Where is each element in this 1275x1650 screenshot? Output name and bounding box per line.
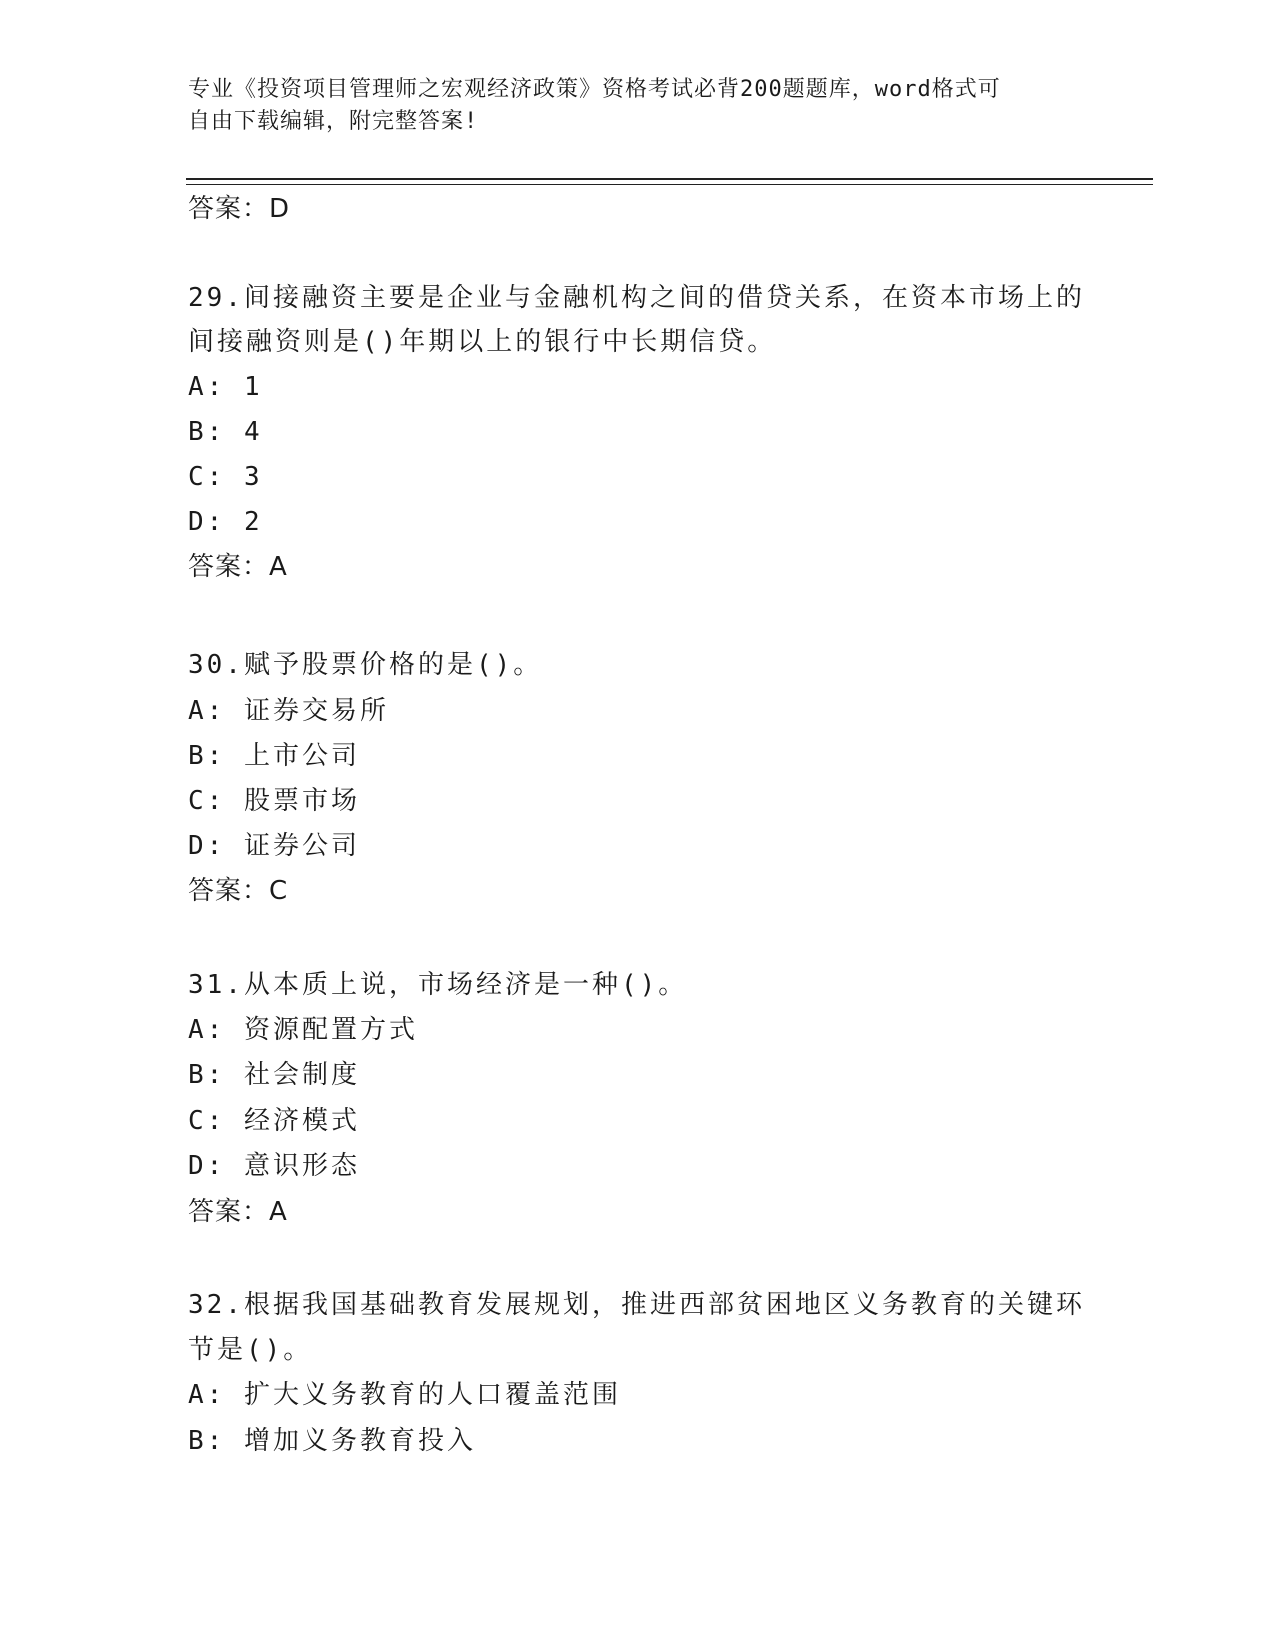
question-30-option-a: A: 证券交易所 (188, 696, 389, 726)
question-32-option-a: A: 扩大义务教育的人口覆盖范围 (188, 1380, 621, 1410)
question-30-option-b: B: 上市公司 (188, 741, 360, 771)
question-31-stem-line-1: 31.从本质上说，市场经济是一种()。 (188, 970, 688, 1000)
question-31-answer: 答案：A (188, 1197, 288, 1227)
header-line-2: 自由下载编辑，附完整答案! (188, 109, 479, 134)
question-29-option-d: D: 2 (188, 507, 263, 537)
question-29-option-a: A: 1 (188, 372, 263, 402)
question-32-stem-line-1: 32.根据我国基础教育发展规划，推进西部贫困地区义务教育的关键环 (188, 1290, 1085, 1320)
question-29-option-c: C: 3 (188, 462, 263, 492)
document-header (188, 74, 1088, 138)
question-31-option-c: C: 经济模式 (188, 1106, 360, 1136)
question-29-answer: 答案：A (188, 552, 288, 582)
header-divider-thick (186, 178, 1153, 180)
header-line-1: 专业《投资项目管理师之宏观经济政策》资格考试必背200题题库，word格式可 (188, 77, 1001, 102)
question-30-option-d: D: 证券公司 (188, 831, 360, 861)
answer-prev: 答案：D (188, 194, 291, 224)
question-30-stem-line-1: 30.赋予股票价格的是()。 (188, 650, 543, 680)
question-29-stem-line-2: 间接融资则是()年期以上的银行中长期信贷。 (188, 327, 777, 357)
header-divider-thin (186, 184, 1153, 185)
question-30-answer: 答案：C (188, 876, 289, 906)
question-32-option-b: B: 增加义务教育投入 (188, 1426, 476, 1456)
question-31-option-b: B: 社会制度 (188, 1060, 360, 1090)
question-29-option-b: B: 4 (188, 417, 263, 447)
question-32-stem-line-2: 节是()。 (188, 1335, 313, 1365)
question-31-option-a: A: 资源配置方式 (188, 1015, 418, 1045)
question-30-option-c: C: 股票市场 (188, 786, 360, 816)
question-31-option-d: D: 意识形态 (188, 1151, 360, 1181)
question-29-stem-line-1: 29.间接融资主要是企业与金融机构之间的借贷关系，在资本市场上的 (188, 283, 1085, 313)
